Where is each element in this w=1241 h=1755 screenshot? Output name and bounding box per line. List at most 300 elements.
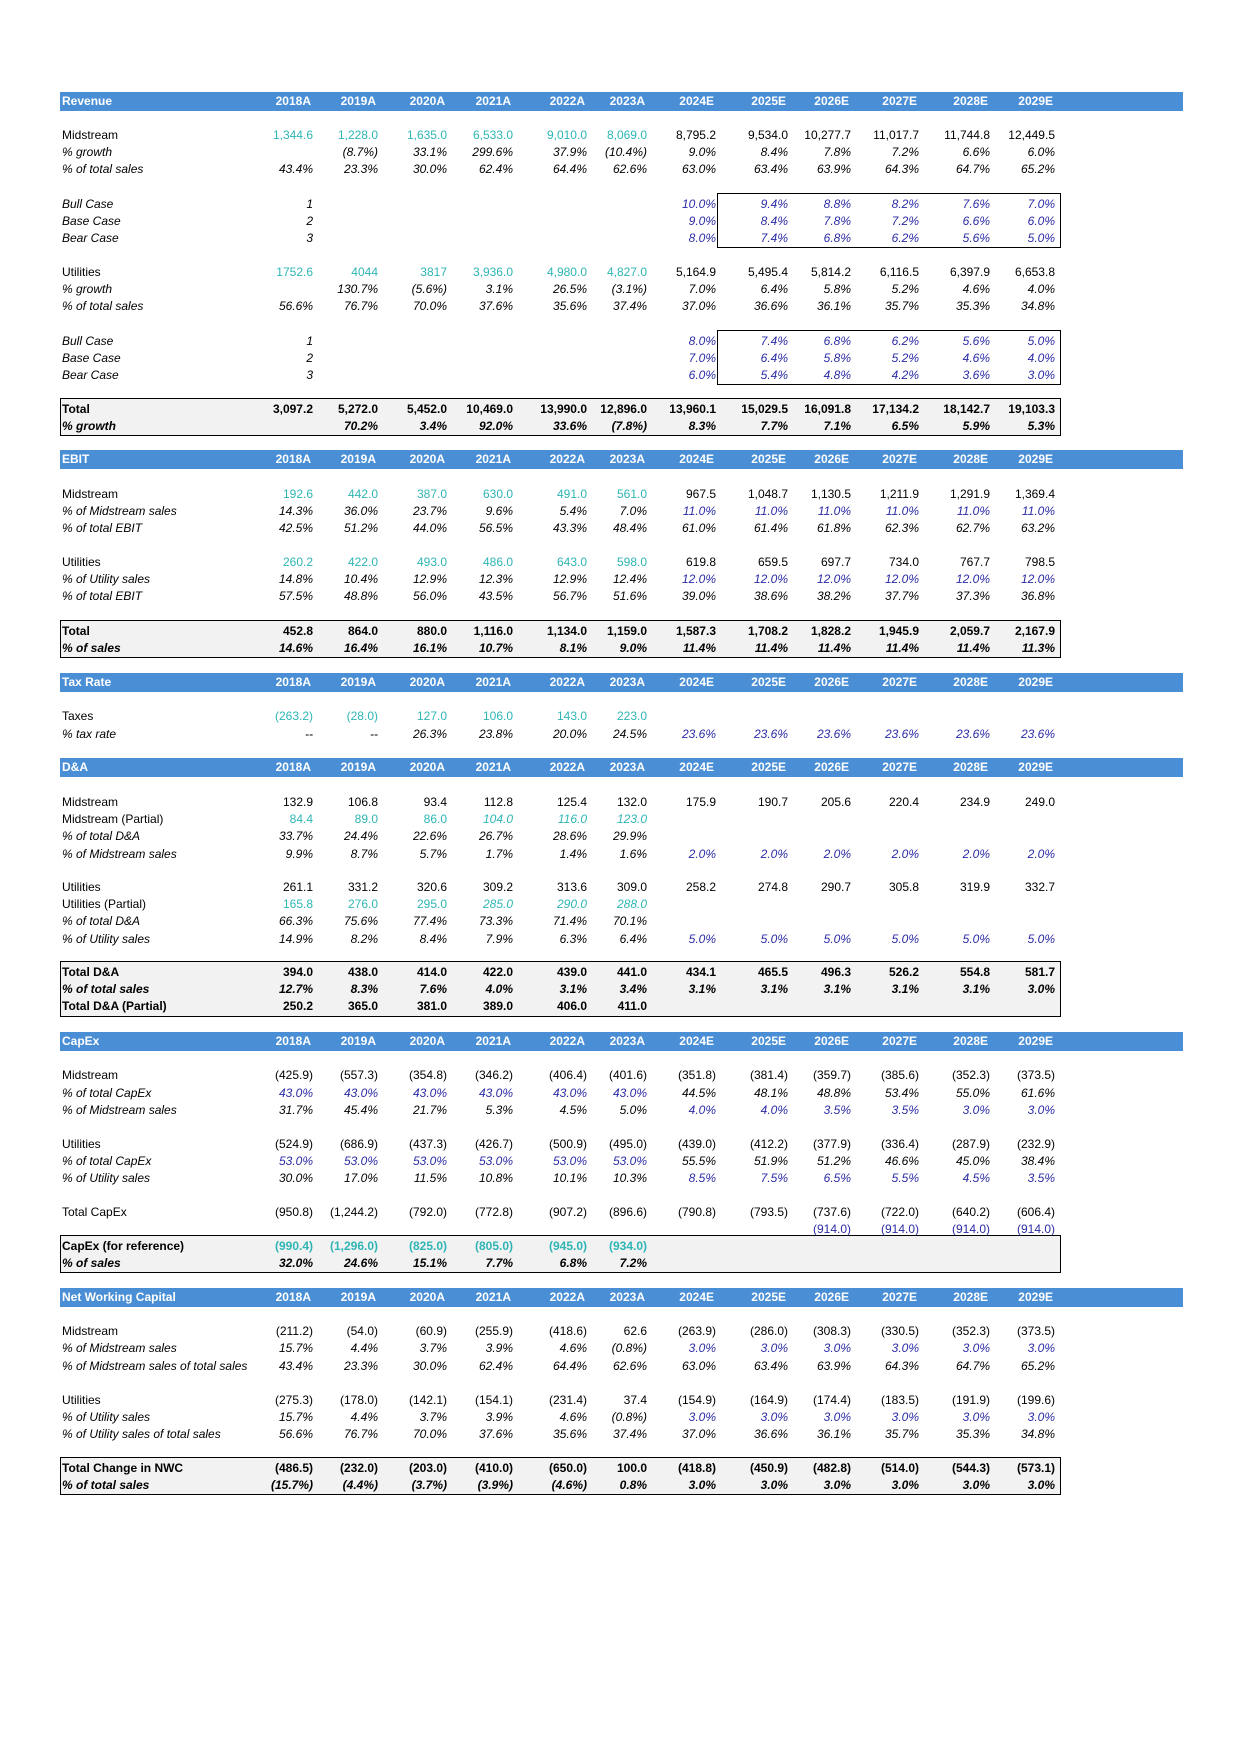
table-cell: 6,533.0: [472, 128, 513, 142]
table-cell: 45.0%: [955, 1154, 990, 1168]
table-row: [60, 1203, 1183, 1221]
table-cell: 37.3%: [955, 589, 990, 603]
table-cell: (377.9): [812, 1137, 851, 1151]
table-row: [60, 332, 1183, 350]
table-cell: 33.1%: [412, 145, 447, 159]
table-cell: 4.0%: [1027, 282, 1055, 296]
table-cell: (426.7): [474, 1137, 513, 1151]
table-cell: 274.8: [757, 880, 788, 894]
table-cell: 320.6: [416, 880, 447, 894]
row-label: % of sales: [62, 641, 121, 655]
table-cell: 116.0: [557, 812, 587, 826]
table-row: [60, 622, 1183, 640]
table-cell: [312, 229, 378, 247]
table-cell: 23.3%: [343, 1359, 378, 1373]
table-cell: 3.0%: [688, 1341, 716, 1355]
table-cell: (346.2): [474, 1068, 513, 1082]
table-cell: 23.6%: [816, 727, 851, 741]
table-row: [60, 810, 1183, 828]
table-cell: 581.7: [1024, 965, 1055, 979]
table-cell: (231.4): [548, 1393, 587, 1407]
table-cell: 37.0%: [681, 299, 716, 313]
table-cell: 33.7%: [278, 829, 313, 843]
table-cell: (3.7%): [411, 1478, 447, 1492]
table-row: [60, 980, 1183, 998]
table-cell: 5.0%: [1027, 932, 1055, 946]
table-cell: 23.6%: [884, 727, 919, 741]
table-cell: 12.4%: [612, 572, 647, 586]
table-cell: 3.0%: [891, 1341, 919, 1355]
table-cell: [785, 997, 851, 1015]
table-cell: [581, 349, 647, 367]
table-cell: 19,103.3: [1008, 402, 1055, 416]
table-cell: 3.0%: [760, 1341, 788, 1355]
table-cell: 7.7%: [760, 419, 788, 433]
table-cell: 165.8: [282, 897, 313, 911]
table-cell: (482.8): [812, 1461, 851, 1475]
row-label: Taxes: [62, 709, 94, 723]
table-cell: [650, 827, 716, 845]
table-cell: 1,159.0: [606, 624, 647, 638]
table-cell: [989, 912, 1055, 930]
table-cell: [853, 810, 919, 828]
table-cell: 389.0: [482, 999, 513, 1013]
table-cell: 43.4%: [278, 1359, 313, 1373]
table-cell: (914.0): [812, 1222, 851, 1236]
table-cell: (722.0): [880, 1205, 919, 1219]
year-header: 2029E: [1018, 94, 1053, 108]
table-cell: 24.5%: [612, 727, 647, 741]
table-cell: (178.0): [339, 1393, 378, 1407]
table-cell: [924, 895, 990, 913]
table-row: [60, 878, 1183, 896]
table-cell: 798.5: [1024, 555, 1055, 569]
table-cell: (351.8): [677, 1068, 716, 1082]
table-cell: 697.7: [820, 555, 851, 569]
row-label: Midstream: [62, 1324, 119, 1338]
table-cell: 561.0: [616, 487, 647, 501]
table-cell: [521, 366, 587, 384]
table-cell: (10.4%): [604, 145, 647, 159]
table-row: [60, 1220, 1183, 1238]
year-header: 2021A: [475, 94, 511, 108]
table-cell: 2: [306, 351, 313, 365]
table-cell: [650, 1237, 716, 1255]
table-cell: (500.9): [548, 1137, 587, 1151]
table-cell: 130.7%: [337, 282, 378, 296]
table-cell: 36.1%: [816, 1427, 851, 1441]
year-header: 2027E: [882, 1290, 917, 1304]
table-cell: 57.5%: [278, 589, 313, 603]
table-cell: 62.3%: [884, 521, 919, 535]
table-cell: 53.4%: [884, 1086, 919, 1100]
table-cell: (8.7%): [342, 145, 378, 159]
table-cell: 313.6: [556, 880, 587, 894]
table-cell: 630.0: [482, 487, 513, 501]
table-cell: 5,495.4: [747, 265, 788, 279]
table-cell: 3,097.2: [272, 402, 313, 416]
table-cell: 422.0: [347, 555, 378, 569]
table-cell: (232.0): [339, 1461, 378, 1475]
table-cell: 12.0%: [1020, 572, 1055, 586]
table-cell: (950.8): [274, 1205, 313, 1219]
table-cell: 4.6%: [559, 1410, 587, 1424]
table-cell: 43.3%: [552, 521, 587, 535]
table-cell: (164.9): [749, 1393, 788, 1407]
table-cell: [924, 827, 990, 845]
table-cell: 3.1%: [760, 982, 788, 996]
table-cell: 123.0: [616, 812, 647, 826]
table-cell: 3.7%: [419, 1410, 447, 1424]
table-cell: 7.2%: [891, 214, 919, 228]
table-cell: 175.9: [685, 795, 716, 809]
table-cell: (907.2): [548, 1205, 587, 1219]
year-header: 2021A: [475, 1290, 511, 1304]
year-header: 2026E: [814, 94, 849, 108]
table-cell: 223.0: [616, 709, 647, 723]
table-cell: 1,291.9: [949, 487, 990, 501]
table-cell: 5.0%: [688, 932, 716, 946]
table-cell: [650, 912, 716, 930]
row-label: Midstream: [62, 795, 119, 809]
year-header: 2019A: [340, 452, 376, 466]
table-cell: [381, 195, 447, 213]
table-cell: (3.1%): [611, 282, 647, 296]
table-cell: 2.0%: [823, 847, 851, 861]
row-label: % of Midstream sales of total sales: [62, 1359, 248, 1373]
year-header: 2027E: [882, 452, 917, 466]
year-header: 2025E: [751, 1034, 786, 1048]
table-cell: [650, 1220, 716, 1238]
table-cell: 5.4%: [559, 504, 587, 518]
table-cell: 1,945.9: [878, 624, 919, 638]
table-cell: (606.4): [1016, 1205, 1055, 1219]
row-label: % growth: [62, 419, 116, 433]
table-row: [60, 1425, 1183, 1443]
year-header: 2022A: [549, 760, 585, 774]
row-label: Bear Case: [62, 231, 119, 245]
table-cell: 5.3%: [1027, 419, 1055, 433]
table-cell: 4.4%: [350, 1410, 378, 1424]
table-cell: 37.9%: [552, 145, 587, 159]
table-cell: 220.4: [888, 795, 919, 809]
table-cell: 3.0%: [962, 1478, 990, 1492]
table-cell: [650, 997, 716, 1015]
table-cell: 6.6%: [962, 145, 990, 159]
row-label: % of Midstream sales: [62, 1341, 177, 1355]
table-row: [60, 1391, 1183, 1409]
table-cell: 4.0%: [760, 1103, 788, 1117]
row-label: Midstream (Partial): [62, 812, 164, 826]
row-label: % growth: [62, 282, 113, 296]
table-cell: 63.9%: [816, 162, 851, 176]
table-cell: 132.0: [616, 795, 647, 809]
table-cell: [521, 212, 587, 230]
year-header: 2025E: [751, 94, 786, 108]
table-cell: 11.0%: [754, 504, 788, 518]
table-row: [60, 1066, 1183, 1084]
table-row: [60, 485, 1183, 503]
table-cell: 491.0: [556, 487, 587, 501]
table-cell: 3.0%: [891, 1478, 919, 1492]
table-cell: 63.2%: [1020, 521, 1055, 535]
table-cell: [853, 707, 919, 725]
table-cell: 63.4%: [753, 162, 788, 176]
year-header: 2028E: [953, 760, 988, 774]
table-row: [60, 1152, 1183, 1170]
table-cell: 3.0%: [962, 1341, 990, 1355]
table-cell: 6.0%: [1027, 145, 1055, 159]
table-cell: 64.3%: [884, 162, 919, 176]
table-cell: [581, 212, 647, 230]
table-row: [60, 126, 1183, 144]
table-cell: 76.7%: [343, 299, 378, 313]
table-cell: 48.1%: [753, 1086, 788, 1100]
table-cell: [924, 1254, 990, 1272]
table-cell: 6.8%: [559, 1256, 587, 1270]
table-cell: 1,130.5: [810, 487, 851, 501]
table-cell: 23.6%: [681, 727, 716, 741]
year-header: 2024E: [679, 1034, 714, 1048]
table-cell: (825.0): [408, 1239, 447, 1253]
table-cell: 2.0%: [688, 847, 716, 861]
table-cell: 73.3%: [478, 914, 513, 928]
table-cell: 143.0: [556, 709, 587, 723]
table-cell: 77.4%: [412, 914, 447, 928]
table-cell: 64.3%: [884, 1359, 919, 1373]
table-cell: 11.4%: [817, 641, 851, 655]
year-header: 2027E: [882, 94, 917, 108]
table-cell: (495.0): [608, 1137, 647, 1151]
table-cell: (573.1): [1016, 1461, 1055, 1475]
table-cell: 51.2%: [343, 521, 378, 535]
table-row: [60, 1339, 1183, 1357]
table-cell: 299.6%: [472, 145, 513, 159]
row-label: Base Case: [62, 351, 121, 365]
table-cell: [312, 212, 378, 230]
table-cell: 1,369.4: [1014, 487, 1055, 501]
table-cell: 4.5%: [962, 1171, 990, 1185]
table-cell: 48.4%: [612, 521, 647, 535]
table-cell: [785, 1254, 851, 1272]
table-cell: (412.2): [749, 1137, 788, 1151]
table-cell: 5.0%: [891, 932, 919, 946]
table-cell: [447, 195, 513, 213]
row-label: % of Utility sales: [62, 1171, 151, 1185]
table-cell: 11.5%: [413, 1171, 447, 1185]
table-cell: 4.0%: [1027, 351, 1055, 365]
table-cell: 10,277.7: [804, 128, 851, 142]
table-row: [60, 160, 1183, 178]
table-cell: (336.4): [880, 1137, 919, 1151]
table-cell: 880.0: [416, 624, 447, 638]
table-cell: [447, 332, 513, 350]
table-cell: 3.0%: [1027, 1103, 1055, 1117]
table-cell: 12.3%: [478, 572, 513, 586]
table-cell: 3.9%: [485, 1341, 513, 1355]
table-cell: 46.6%: [884, 1154, 919, 1168]
year-header: 2026E: [814, 1034, 849, 1048]
table-cell: 12,896.0: [600, 402, 647, 416]
table-cell: 250.2: [282, 999, 313, 1013]
table-row: [60, 639, 1183, 657]
year-header: 2024E: [679, 452, 714, 466]
table-cell: (381.4): [749, 1068, 788, 1082]
table-cell: 3.0%: [688, 1478, 716, 1492]
table-cell: 61.0%: [681, 521, 716, 535]
table-cell: 12.0%: [884, 572, 919, 586]
row-label: Base Case: [62, 214, 121, 228]
table-cell: [312, 1220, 378, 1238]
net-working-capital-header: [60, 1288, 1183, 1307]
row-label: Midstream: [62, 128, 119, 142]
table-cell: 3.0%: [760, 1478, 788, 1492]
table-cell: 12.0%: [681, 572, 716, 586]
capex-header: [60, 1032, 1183, 1051]
table-cell: 643.0: [556, 555, 587, 569]
row-label: Bull Case: [62, 197, 114, 211]
table-cell: (450.9): [749, 1461, 788, 1475]
table-cell: (686.9): [339, 1137, 378, 1151]
table-cell: 5,164.9: [675, 265, 716, 279]
table-cell: (373.5): [1016, 1324, 1055, 1338]
table-cell: 12.9%: [412, 572, 447, 586]
table-cell: 4.6%: [962, 282, 990, 296]
table-cell: [785, 707, 851, 725]
table-cell: 967.5: [685, 487, 716, 501]
table-row: [60, 912, 1183, 930]
table-row: [60, 793, 1183, 811]
row-label: % of total sales: [62, 982, 150, 996]
year-header: 2028E: [953, 452, 988, 466]
table-cell: 4.0%: [688, 1103, 716, 1117]
table-cell: 3.1%: [485, 282, 513, 296]
year-header: 2027E: [882, 760, 917, 774]
table-cell: [247, 143, 313, 161]
table-cell: (934.0): [608, 1239, 647, 1253]
row-label: Utilities: [62, 265, 101, 279]
table-cell: 62.6: [623, 1324, 647, 1338]
row-label: % of Midstream sales: [62, 1103, 177, 1117]
table-cell: 24.4%: [343, 829, 378, 843]
table-cell: 5.4%: [760, 368, 788, 382]
table-cell: 7.2%: [619, 1256, 647, 1270]
table-cell: 9.9%: [285, 847, 313, 861]
table-cell: 8.2%: [891, 197, 919, 211]
table-cell: 36.0%: [343, 504, 378, 518]
table-cell: 5.5%: [891, 1171, 919, 1185]
table-cell: 37.6%: [478, 1427, 513, 1441]
table-cell: (514.0): [880, 1461, 919, 1475]
table-cell: 387.0: [416, 487, 447, 501]
table-cell: 496.3: [820, 965, 851, 979]
year-header: 2029E: [1018, 1290, 1053, 1304]
table-cell: 56.6%: [278, 299, 313, 313]
table-cell: 11.0%: [817, 504, 851, 518]
table-cell: 23.6%: [955, 727, 990, 741]
row-label: % of Utility sales: [62, 1410, 151, 1424]
table-cell: (308.3): [812, 1324, 851, 1338]
table-cell: [447, 212, 513, 230]
table-cell: 9,010.0: [546, 128, 587, 142]
table-cell: (1,296.0): [329, 1239, 378, 1253]
table-cell: 7.4%: [760, 231, 788, 245]
table-cell: --: [370, 727, 378, 741]
table-cell: 37.6%: [478, 299, 513, 313]
table-cell: 1,587.3: [675, 624, 716, 638]
table-cell: 43.0%: [478, 1086, 513, 1100]
table-cell: 3.5%: [823, 1103, 851, 1117]
table-cell: [581, 229, 647, 247]
year-header: 2028E: [953, 1290, 988, 1304]
table-cell: 8,069.0: [606, 128, 647, 142]
table-cell: 56.5%: [478, 521, 513, 535]
table-cell: 48.8%: [816, 1086, 851, 1100]
table-cell: 48.8%: [343, 589, 378, 603]
table-cell: [581, 1220, 647, 1238]
table-cell: 62.6%: [612, 162, 647, 176]
table-cell: 61.6%: [1020, 1086, 1055, 1100]
table-cell: (286.0): [749, 1324, 788, 1338]
table-cell: [722, 997, 788, 1015]
table-cell: 55.0%: [955, 1086, 990, 1100]
table-cell: [312, 332, 378, 350]
table-cell: 3.0%: [891, 1410, 919, 1424]
table-cell: [924, 997, 990, 1015]
table-cell: (174.4): [812, 1393, 851, 1407]
table-cell: [989, 895, 1055, 913]
table-cell: 331.2: [347, 880, 378, 894]
table-row: [60, 195, 1183, 213]
table-cell: 0.8%: [619, 1478, 647, 1492]
row-label: % of Utility sales of total sales: [62, 1427, 221, 1441]
table-row: [60, 1459, 1183, 1477]
table-cell: 11.0%: [885, 504, 919, 518]
table-cell: [247, 417, 313, 435]
year-header: 2019A: [340, 675, 376, 689]
table-cell: 30.0%: [278, 1171, 313, 1185]
table-cell: 2.0%: [891, 847, 919, 861]
table-row: [60, 553, 1183, 571]
year-header: 2022A: [549, 94, 585, 108]
table-cell: 7.6%: [962, 197, 990, 211]
year-header: 2027E: [882, 1034, 917, 1048]
table-cell: (191.9): [951, 1393, 990, 1407]
table-row: [60, 212, 1183, 230]
table-cell: 6.0%: [688, 368, 716, 382]
table-cell: [989, 1237, 1055, 1255]
table-cell: 29.9%: [612, 829, 647, 843]
row-label: Total CapEx: [62, 1205, 127, 1219]
table-cell: 43.0%: [612, 1086, 647, 1100]
table-cell: (790.8): [677, 1205, 716, 1219]
table-cell: [447, 229, 513, 247]
table-cell: 6.4%: [619, 932, 647, 946]
table-cell: 37.0%: [681, 1427, 716, 1441]
table-cell: 734.0: [888, 555, 919, 569]
table-cell: 15.7%: [278, 1341, 313, 1355]
table-cell: 295.0: [416, 897, 447, 911]
table-cell: 37.7%: [884, 589, 919, 603]
table-cell: 15.1%: [412, 1256, 447, 1270]
table-cell: 3.1%: [891, 982, 919, 996]
table-cell: 8.3%: [688, 419, 716, 433]
table-cell: 75.6%: [343, 914, 378, 928]
table-cell: 441.0: [616, 965, 647, 979]
section-title: Net Working Capital: [62, 1290, 176, 1304]
row-label: Bull Case: [62, 334, 114, 348]
section-title: EBIT: [62, 452, 90, 466]
